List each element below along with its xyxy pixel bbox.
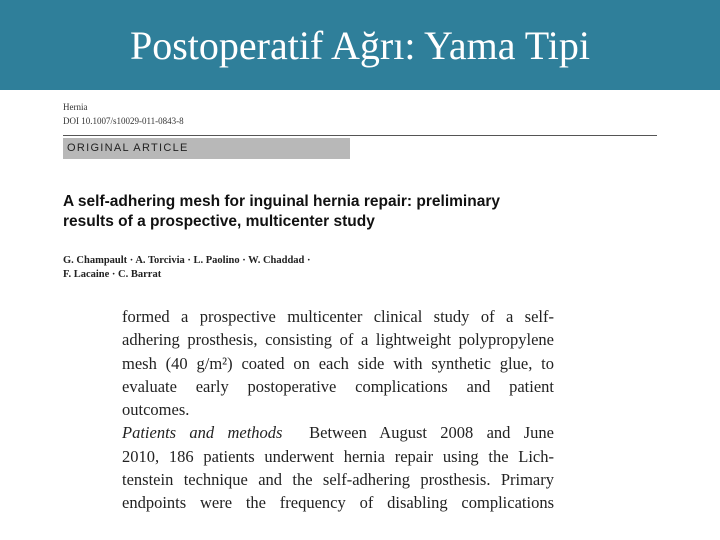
title-banner [0, 0, 720, 90]
abstract-line: outcomes. [122, 400, 190, 420]
abstract-line: tenstein technique and the self-adhering prosthesis. Primary [122, 470, 554, 490]
abstract-excerpt [122, 305, 554, 515]
author-line: G. Champault · A. Torcivia · L. Paolino · W. Chaddad · [63, 255, 311, 266]
abstract-line: formed a prospective multicenter clinical study of a self- [122, 307, 554, 326]
abstract-line: evaluate early postoperative complications and patient [122, 376, 554, 396]
article-type-bar [63, 138, 350, 159]
author-list [63, 254, 363, 282]
paper-title [63, 192, 583, 232]
journal-name: Hernia [63, 102, 88, 112]
abstract-line: endpoints were the frequency of disabling complications [122, 493, 554, 513]
doi-text: DOI 10.1007/s10029-011-0843-8 [63, 116, 184, 126]
abstract-line: 2010, 186 patients underwent hernia repair using the Lich- [122, 446, 554, 466]
paper-title-line: results of a prospective, multicenter study [63, 213, 375, 230]
paper-title-line: A self-adhering mesh for inguinal hernia repair: preliminary [63, 193, 500, 210]
methods-first-line [122, 421, 554, 444]
methods-heading: Patients and methods [122, 423, 283, 443]
abstract-line: adhering prosthesis, consisting of a lightweight polypropylene [122, 330, 554, 350]
author-line: F. Lacaine · C. Barrat [63, 269, 162, 280]
article-type-label: ORIGINAL ARTICLE [67, 142, 189, 154]
abstract-line: mesh (40 g/m²) coated on each side with synthetic glue, to [122, 353, 554, 373]
slide-title: Postoperatif Ağrı: Yama Tipi [129, 23, 591, 68]
methods-first-text: Between August 2008 and June [282, 423, 554, 443]
header-rule [63, 135, 657, 136]
